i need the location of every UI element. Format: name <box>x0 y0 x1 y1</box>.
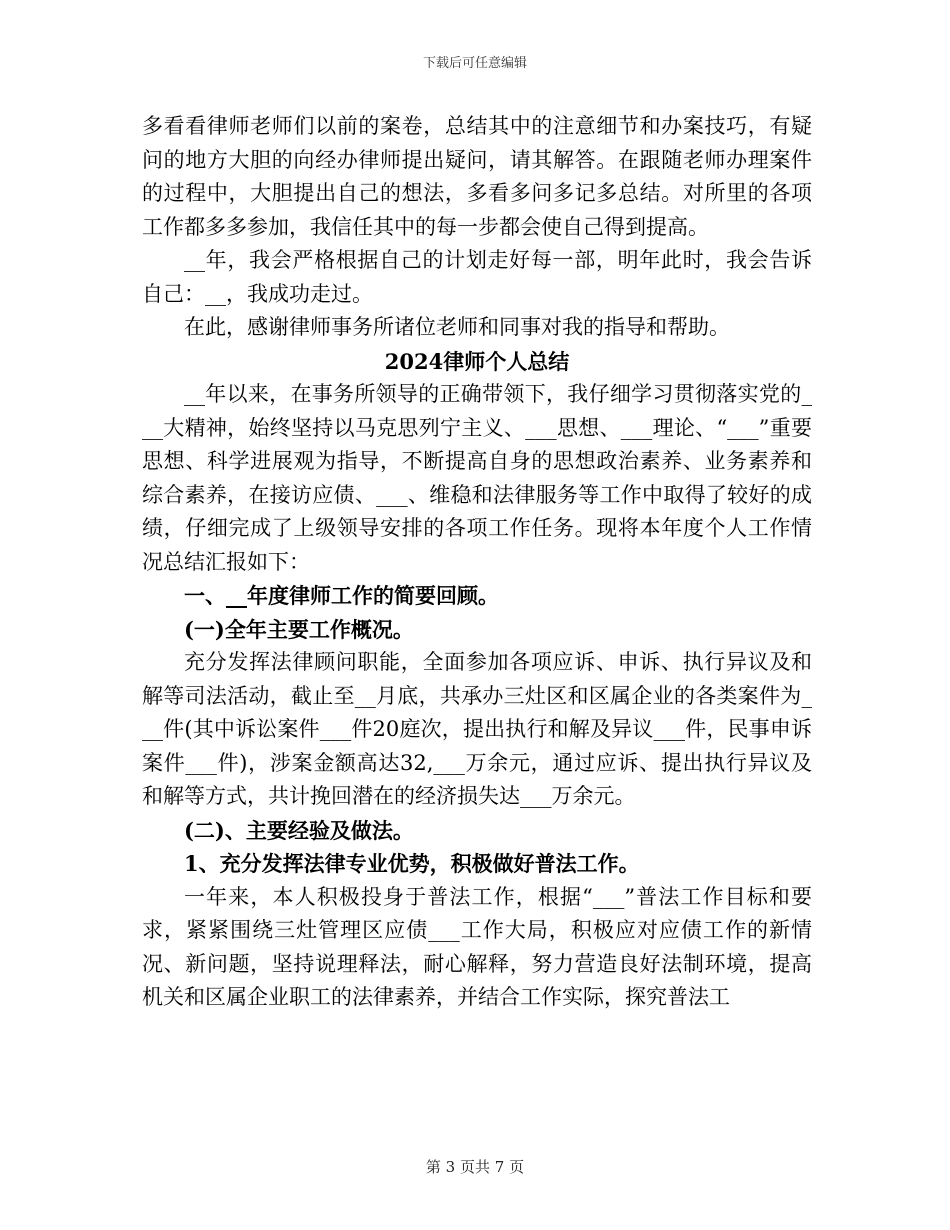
heading-review: 一、__年度律师工作的简要回顾。 <box>184 583 499 608</box>
page-footer: 第 3 页共 7 页 <box>425 1158 525 1176</box>
heading-legal-education: 1、充分发挥法律专业优势，积极做好普法工作。 <box>184 851 640 876</box>
heading-experience: (二)、主要经验及做法。 <box>184 817 414 843</box>
paragraph-case-study: 多看看律师老师们以前的案卷，总结其中的注意细节和办案技巧，有疑问的地方大胆的向经办律师提出疑问，请其解答。在跟随老师办理案件的过程中，大胆提出自己的想法，多看多问多记多总结。对所里的各项工作都多多参加，我信任其中的每一步都会使自己得到提高。 <box>142 114 812 239</box>
page-header: 下载后可任意编辑 <box>422 56 527 71</box>
section-title: 2024律师个人总结 <box>384 348 570 374</box>
paragraph-thanks: 在此，感谢律师事务所诸位老师和同事对我的指导和帮助。 <box>184 315 730 339</box>
paragraph-overview: 充分发挥法律顾问职能，全面参加各项应诉、申诉、执行异议及和解等司法活动，截止至__月底，共承办三灶区和区属企业的各类案件为___件(其中诉讼案件___件20庭次，提出执行和解及异议___件，民事申诉案件___件)，涉案金额高达32,___万余元，通过应诉、提出执行异议及和解等方式，共计挽回潜在的经济损失达___万余元。 <box>142 650 812 808</box>
heading-overview: (一)全年主要工作概况。 <box>184 616 414 642</box>
paragraph-legal-education: 一年来，本人积极投身于普法工作，根据“___”普法工作目标和要求，紧紧围绕三灶管理区应债___工作大局，积极应对应债工作的新情况、新问题，坚持说理释法，耐心解释，努力营造良好法制环境，提高机关和区属企业职工的法律素养，并结合工作实际，探究普法工 <box>142 884 812 1009</box>
paragraph-plan: __年，我会严格根据自己的计划走好每一部，明年此时，我会告诉自己：__，我成功走过。 <box>142 248 812 306</box>
paragraph-intro: __年以来，在事务所领导的正确带领下，我仔细学习贯彻落实党的___大精神，始终坚持以马克思列宁主义、___思想、___理论、“___”重要思想、科学进展观为指导，不断提高自身的思想政治素养、业务素养和综合素养，在接访应债、___、维稳和法律服务等工作中取得了较好的成绩，仔细完成了上级领导安排的各项工作任务。现将本年度个人工作情况总结汇报如下： <box>142 382 812 574</box>
document-body <box>142 110 812 1015</box>
